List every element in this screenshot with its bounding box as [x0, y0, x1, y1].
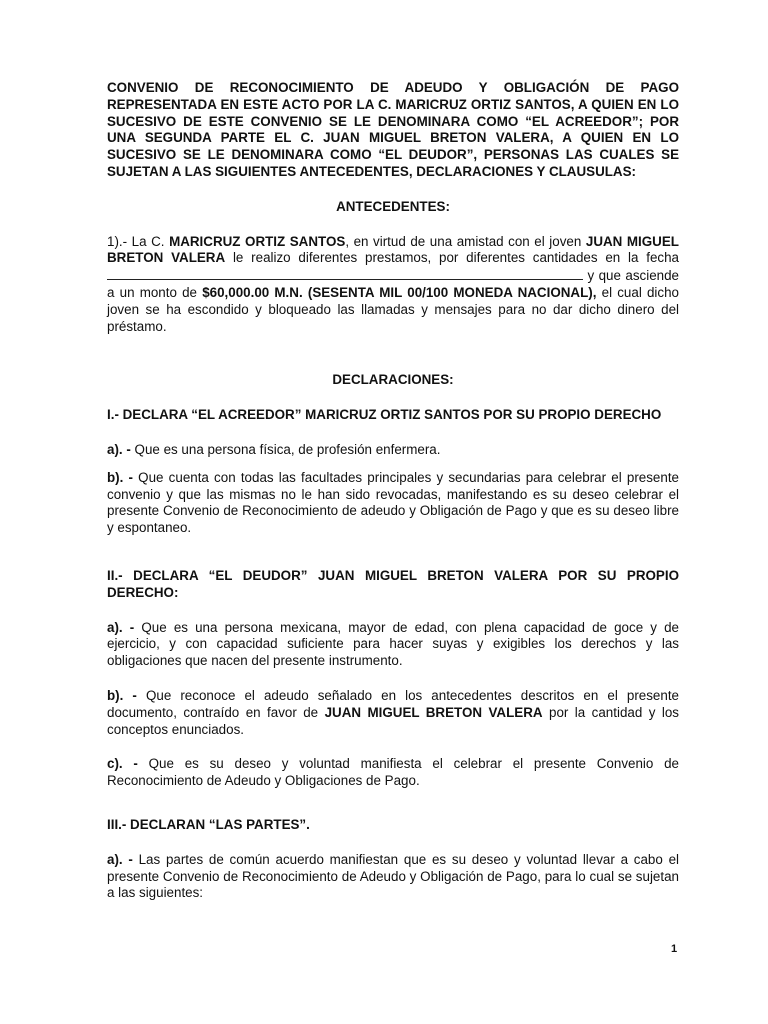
clause-text: por la cantidad y los conceptos enunciados.	[107, 704, 679, 737]
antecedente-1-suffix: el cual dicho joven se ha escondido y bloqueado las llamadas y mensajes para no dar dicho dinero del préstamo.	[107, 284, 679, 334]
antecedentes-heading: ANTECEDENTES:	[336, 198, 450, 214]
deudor-clause-c	[107, 756, 679, 790]
clause-label: b). -	[107, 469, 133, 485]
acreedor-name: MARICRUZ ORTIZ SANTOS	[169, 233, 346, 249]
clause-label: b). -	[107, 687, 137, 703]
deudor-name: JUAN MIGUEL BRETON VALERA	[324, 704, 543, 720]
partes-declaration-heading: III.- DECLARAN “LAS PARTES”.	[107, 816, 310, 832]
antecedente-1	[107, 234, 679, 336]
clause-label: a). -	[107, 851, 133, 867]
acreedor-clause-a	[107, 442, 679, 459]
partes-clause-a	[107, 852, 679, 902]
deudor-name: JUAN MIGUEL BRETON VALERA	[107, 233, 679, 266]
document-page	[107, 80, 679, 902]
document-title: CONVENIO DE RECONOCIMIENTO DE ADEUDO Y OBLIGACIÓN DE PAGO REPRESENTADA EN ESTE ACTO POR LA C. MARICRUZ ORTIZ SANTOS, A QUIEN EN LO SUCESIVO DE ESTE CONVENIO SE LE DENOMINARA COMO “EL ACREEDOR”; POR UNA SEGUNDA PARTE EL C. JUAN MIGUEL BRETON VALERA, A QUIEN EN LO SUCESIVO SE LE DENOMINARA COMO “EL DEUDOR”, PERSONAS LAS CUALES SE SUJETAN A LAS SIGUIENTES ANTECEDENTES, DECLARACIONES Y CLAUSULAS:	[107, 80, 679, 179]
acreedor-clause-b	[107, 470, 679, 537]
antecedente-1-mid1: , en virtud de una amistad con el joven	[345, 233, 586, 249]
acreedor-declaration-heading: I.- DECLARA “EL ACREEDOR” MARICRUZ ORTIZ SANTOS POR SU PROPIO DERECHO	[107, 407, 662, 423]
clause-text: Que cuenta con todas las facultades principales y secundarias para celebrar el presente convenio y que las mismas no le han sido revocadas, manifestando es su deseo celebrar el presente Convenio de Reconocimiento de adeudo y Obligación de Pago y que es su deseo libre y espontaneo.	[107, 469, 679, 536]
declaraciones-heading: DECLARACIONES:	[332, 372, 454, 388]
clause-text: Que reconoce el adeudo señalado en los antecedentes descritos en el presente documento, contraído en favor de	[107, 687, 679, 720]
clause-label: a). -	[107, 441, 131, 457]
clause-label: c). -	[107, 756, 138, 772]
clause-text: Las partes de común acuerdo manifiestan que es su deseo y voluntad llevar a cabo el presente Convenio de Reconocimiento de Adeudo y Obligación de Pago, para lo cual se sujetan a las siguientes:	[107, 851, 679, 901]
clause-text: Que es una persona mexicana, mayor de edad, con plena capacidad de goce y de ejercicio, y con capacidad suficiente para hacer suyas y exigibles los derechos y las obligaciones que nacen del presente instrumento.	[107, 619, 679, 669]
deudor-declaration-heading: II.- DECLARA “EL DEUDOR” JUAN MIGUEL BRETON VALERA POR SU PROPIO DERECHO:	[107, 567, 679, 600]
clause-text: Que es una persona física, de profesión enfermera.	[130, 441, 441, 457]
antecedente-1-mid2: le realizo diferentes prestamos, por diferentes cantidades en la fecha	[225, 250, 679, 266]
antecedente-1-prefix: 1).- La C.	[107, 233, 170, 249]
date-blank-line	[107, 267, 583, 280]
loan-amount: $60,000.00 M.N. (SESENTA MIL 00/100 MONEDA NACIONAL),	[202, 284, 597, 300]
page-number: 1	[671, 943, 678, 955]
clause-label: a). -	[107, 619, 135, 635]
deudor-clause-a	[107, 620, 679, 670]
antecedente-1-mid3: y que asciende a un monto de	[107, 268, 679, 300]
clause-text: Que es su deseo y voluntad manifiesta el celebrar el presente Convenio de Reconocimiento de Adeudo y Obligaciones de Pago.	[107, 756, 679, 789]
deudor-clause-b	[107, 688, 679, 738]
